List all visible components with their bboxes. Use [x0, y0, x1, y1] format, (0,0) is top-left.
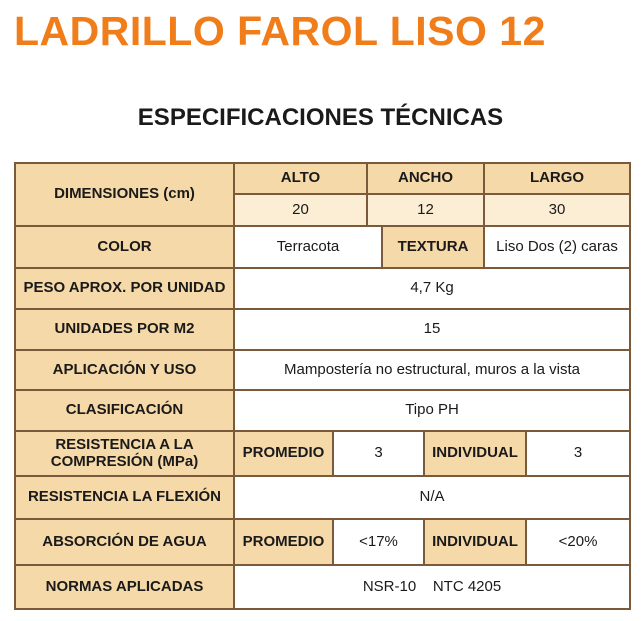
spec-table: [14, 162, 631, 610]
textura-value: Liso Dos (2) caras: [484, 226, 630, 268]
resistencia-flexion-label: RESISTENCIA LA FLEXIÓN: [15, 476, 234, 519]
table-row: [15, 519, 630, 565]
table-row: [15, 226, 630, 268]
absorcion-promedio-label: PROMEDIO: [234, 519, 333, 565]
resistencia-compresion-label-line1: RESISTENCIA A LA: [55, 436, 194, 453]
largo-value: 30: [484, 194, 630, 226]
compresion-individual-label: INDIVIDUAL: [424, 431, 526, 476]
resistencia-flexion-value: N/A: [234, 476, 630, 519]
normas-label: NORMAS APLICADAS: [15, 565, 234, 609]
table-row: [15, 476, 630, 519]
color-label: COLOR: [15, 226, 234, 268]
table-row: [15, 390, 630, 431]
compresion-promedio-value: 3: [333, 431, 424, 476]
normas-value: NSR-10 NTC 4205: [234, 565, 630, 609]
table-row: [15, 350, 630, 390]
absorcion-promedio-value: <17%: [333, 519, 424, 565]
clasificacion-value: Tipo PH: [234, 390, 630, 431]
compresion-individual-value: 3: [526, 431, 630, 476]
compresion-promedio-label: PROMEDIO: [234, 431, 333, 476]
textura-label: TEXTURA: [382, 226, 484, 268]
peso-label: PESO APROX. POR UNIDAD: [15, 268, 234, 309]
ancho-value: 12: [367, 194, 484, 226]
dimensiones-label: DIMENSIONES (cm): [15, 163, 234, 226]
table-row: [15, 565, 630, 609]
table-row: [15, 163, 630, 194]
table-row: [15, 431, 630, 476]
section-subtitle: ESPECIFICACIONES TÉCNICAS: [137, 104, 504, 131]
table-row: [15, 268, 630, 309]
ancho-label: ANCHO: [367, 163, 484, 194]
absorcion-individual-label: INDIVIDUAL: [424, 519, 526, 565]
peso-value: 4,7 Kg: [234, 268, 630, 309]
table-row: [15, 309, 630, 350]
largo-label: LARGO: [484, 163, 630, 194]
page-title: LADRILLO FAROL LISO 12: [14, 8, 546, 54]
aplicacion-label: APLICACIÓN Y USO: [15, 350, 234, 390]
absorcion-individual-value: <20%: [526, 519, 630, 565]
alto-label: ALTO: [234, 163, 367, 194]
unidades-value: 15: [234, 309, 630, 350]
resistencia-compresion-label-line2: COMPRESIÓN (MPa): [50, 452, 199, 470]
clasificacion-label: CLASIFICACIÓN: [15, 390, 234, 431]
aplicacion-value: Mampostería no estructural, muros a la vista: [234, 350, 630, 390]
unidades-label: UNIDADES POR M2: [15, 309, 234, 350]
color-value: Terracota: [234, 226, 382, 268]
resistencia-compresion-label: [15, 431, 234, 476]
absorcion-label: ABSORCIÓN DE AGUA: [15, 519, 234, 565]
alto-value: 20: [234, 194, 367, 226]
